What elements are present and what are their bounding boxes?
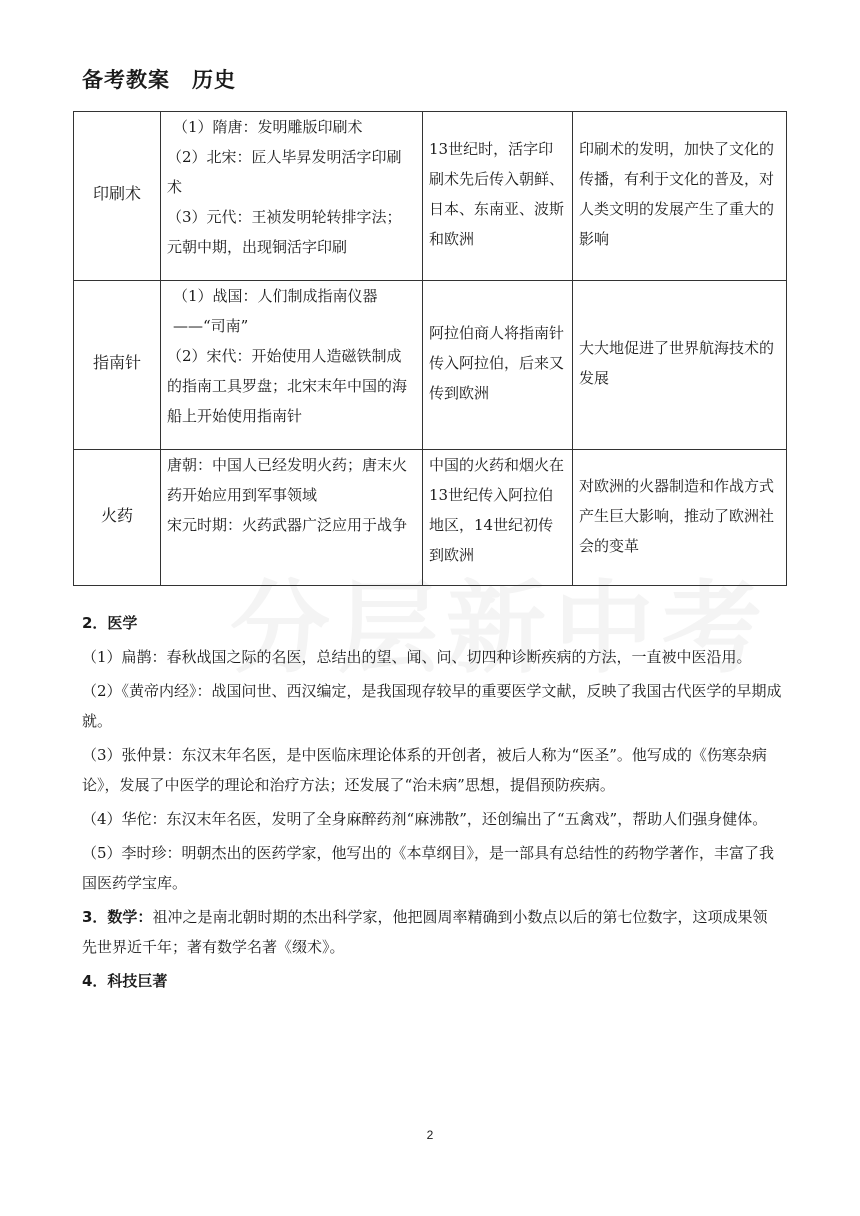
header-left: 备考教案 [82, 68, 170, 92]
section-heading-tech: 4．科技巨著 [82, 972, 168, 990]
development-cell [161, 281, 423, 450]
section-heading-math: 3．数学： [82, 908, 153, 926]
dev-line: （1）隋唐：发明雕版印刷术 [173, 118, 363, 136]
dev-line: （2）北宋：匠人毕昇发明活字印刷术 [167, 148, 402, 196]
dev-line: 宋元时期：火药武器广泛应用于战争 [167, 516, 408, 534]
spread-cell: 阿拉伯商人将指南针传入阿拉伯，后来又传到欧洲 [423, 281, 573, 450]
header-right: 历史 [192, 68, 236, 92]
page-header [82, 64, 236, 94]
medicine-item: （5）李时珍：明朝杰出的医药学家，他写出的《本草纲目》，是一部具有总结性的药物学著作，丰富了我国医药学宝库。 [82, 844, 775, 892]
body-text [82, 608, 782, 1000]
medicine-item: （4）华佗：东汉末年名医，发明了全身麻醉药剂“麻沸散”，还创编出了“五禽戏”，帮助人们强身健体。 [82, 810, 768, 828]
table-row [74, 281, 787, 450]
invention-name: 指南针 [74, 281, 161, 450]
development-cell [161, 112, 423, 281]
medicine-item: （3）张仲景：东汉末年名医，是中医临床理论体系的开创者，被后人称为“医圣”。他写成的《伤寒杂病论》，发展了中医学的理论和治疗方法；还发展了“治未病”思想，提倡预防疾病。 [82, 746, 767, 794]
table-row [74, 112, 787, 281]
math-paragraph [82, 902, 782, 962]
dev-line: （3）元代：王祯发明轮转排字法；元朝中期，出现铜活字印刷 [167, 208, 402, 256]
invention-name: 火药 [74, 450, 161, 586]
spread-cell: 中国的火药和烟火在13世纪传入阿拉伯地区，14世纪初传到欧洲 [423, 450, 573, 586]
inventions-table [73, 111, 787, 586]
table-row [74, 450, 787, 586]
development-cell [161, 450, 423, 586]
impact-cell: 印刷术的发明，加快了文化的传播，有利于文化的普及，对人类文明的发展产生了重大的影响 [573, 112, 787, 281]
dev-line: （2）宋代：开始使用人造磁铁制成的指南工具罗盘；北宋末年中国的海船上开始使用指南针 [167, 347, 408, 425]
invention-name: 印刷术 [74, 112, 161, 281]
section-heading-medicine: 2．医学 [82, 614, 138, 632]
page-number: 2 [426, 1128, 434, 1142]
dev-line: （1）战国：人们制成指南仪器——“司南” [173, 287, 378, 335]
dev-line: 唐朝：中国人已经发明火药；唐末火药开始应用到军事领域 [167, 456, 408, 504]
spread-cell: 13世纪时，活字印刷术先后传入朝鲜、日本、东南亚、波斯和欧洲 [423, 112, 573, 281]
medicine-item: （2）《黄帝内经》：战国问世、西汉编定，是我国现存较早的重要医学文献，反映了我国古代医学的早期成就。 [82, 682, 782, 730]
math-text: 祖冲之是南北朝时期的杰出科学家，他把圆周率精确到小数点以后的第七位数字，这项成果领先世界近千年；著有数学名著《缀术》。 [82, 908, 768, 956]
medicine-item: （1）扁鹊：春秋战国之际的名医，总结出的望、闻、问、切四种诊断疾病的方法，一直被中医沿用。 [82, 648, 752, 666]
impact-cell: 对欧洲的火器制造和作战方式产生巨大影响，推动了欧洲社会的变革 [573, 450, 787, 586]
impact-cell: 大大地促进了世界航海技术的发展 [573, 281, 787, 450]
